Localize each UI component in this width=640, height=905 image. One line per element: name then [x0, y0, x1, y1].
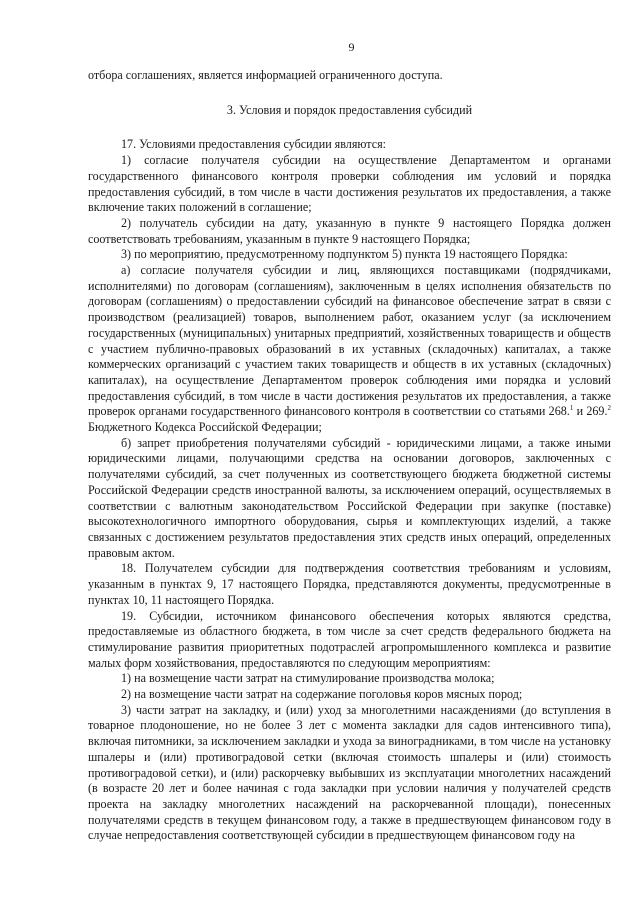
- paragraph-19-1: 1) на возмещение части затрат на стимулирование производства молока;: [121, 671, 495, 686]
- paragraph-17-3-a-end: Бюджетного Кодекса Российской Федерации;: [88, 420, 322, 435]
- paragraph-17-3-a-mid: и 269.: [573, 404, 608, 419]
- paragraph-17-3-a: [88, 263, 611, 436]
- continuation-text: отбора соглашениях, является информацией ограниченного доступа.: [88, 68, 443, 82]
- paragraph-17-1: 1) согласие получателя субсидии на осуществление Департаментом и органами государственного финансового контроля проверки соблюдения им условий и порядка предоставления субсидий, в том числе в части достижения результатов их предоставления, а также включение таких положений в соглашение;: [88, 153, 611, 215]
- paragraph-17-3-a-text: а) согласие получателя субсидии и лиц, являющихся поставщиками (подрядчиками, исполнителями) по договорам (соглашениям), заключенным в целях исполнения обязательств по договорам (соглашениям) о предоставлении субсидий на финансовое обеспечение затрат в связи с производством (реализацией) товаров, выполнением работ, оказанием услуг (за исключением государственных (муниципальных) унитарных предприятий, хозяйственных товариществ и обществ с участием публично-правовых образований в их уставных (складочных) капиталах, а также коммерческих организаций с участием таких товариществ и обществ в их уставных (складочных) капиталах), на осуществление Департаментом проверок соблюдения ими порядка и условий предоставления субсидий, в том числе в части достижения результатов их предоставления, а также проверок органами государственного финансового контроля в соответствии со статьями 268.: [88, 263, 611, 419]
- paragraph-17: 17. Условиями предоставления субсидии являются:: [121, 137, 386, 152]
- paragraph-19: 19. Субсидии, источником финансового обеспечения которых являются средства, предоставляемые из областного бюджета, в том числе за счет средств федерального бюджета на стимулирование развития приоритетных подотраслей агропромышленного комплекса и развитие малых форм хозяйствования, предоставляются по следующим мероприятиям:: [88, 608, 611, 670]
- page-number: 9: [348, 40, 355, 54]
- article-superscript-1: 1: [569, 404, 574, 413]
- paragraph-17-3-b: б) запрет приобретения получателями субсидий - юридическими лицами, а также иными юридическими лицами, получающими средства на основании договоров, заключенных с получателями субсидий, за счет полученных из соответствующего бюджета бюджетной системы Российской Федерации средств иностранной валюты, за исключением операций, осуществляемых в соответствии с валютным законодательством Российской Федерации при закупке (поставке) высокотехнологичного импортного оборудования, сырья и комплектующих изделий, а также связанных с достижением результатов предоставления этих средств иных операций, определенных правовым актом.: [88, 435, 611, 560]
- paragraph-17-2: 2) получатель субсидии на дату, указанную в пункте 9 настоящего Порядка должен соответствовать требованиям, указанным в пункте 9 настоящего Порядка;: [88, 215, 611, 246]
- article-superscript-2: 2: [607, 404, 611, 413]
- paragraph-19-3: 3) части затрат на закладку, и (или) уход за многолетними насаждениями (до вступления в товарное плодоношение, но не более 3 лет с момента закладки для садов интенсивного типа), включая питомники, за исключением закладки и ухода за виноградниками, в том числе на установку шпалеры и (или) противоградовой сетки (включая стоимость шпалеры и (или) стоимость противоградовой сетки), и (или) раскорчевку выбывших из эксплуатации многолетних насаждений (в возрасте 20 лет и более начиная с года закладки при условии наличия у получателей средств проекта на закладку многолетних насаждений на раскорчеванной площади), понесенных получателями средств в текущем финансовом году, а также в предшествующем финансовом году в случае непредоставления соответствующей субсидии в предшествующем финансовом году на: [88, 702, 611, 843]
- paragraph-17-3: 3) по мероприятию, предусмотренному подпунктом 5) пункта 19 настоящего Порядка:: [121, 247, 568, 262]
- paragraph-18: 18. Получателем субсидии для подтверждения соответствия требованиям и условиям, указанным в пунктах 9, 17 настоящего Порядка, представляются документы, предусмотренные в пунктах 10, 11 настоящего Порядка.: [88, 561, 611, 607]
- section-title: 3. Условия и порядок предоставления субсидий: [226, 102, 473, 117]
- paragraph-19-2: 2) на возмещение части затрат на содержание поголовья коров мясных пород;: [121, 687, 523, 702]
